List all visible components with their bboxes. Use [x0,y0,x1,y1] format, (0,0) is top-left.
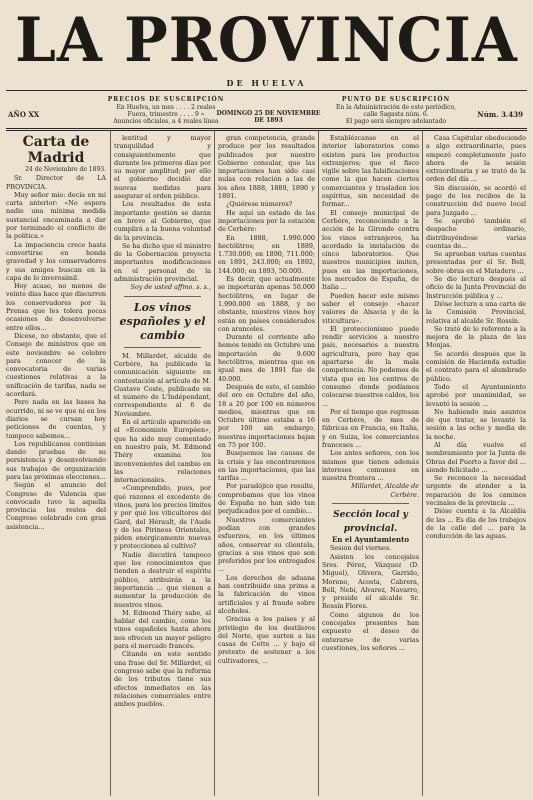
subscription-point [336,104,456,125]
article-paragraph: Durante el corriente año hemos tenido en Octubre una importación de 9.600 hectólitros, mientras que en igual mes de 1891 fue de 40.000. [218,333,315,383]
price-line: Fuera, trimestre . . . . 9 » [127,111,205,118]
point-line: El pago será siempre adelantado [345,118,447,125]
column-3 [218,134,315,665]
article-paragraph: Se trató de lo referente a la mejora de la plaza de las Monjas. [426,324,526,350]
article-paragraph: Los antes señores, con los mismos que tienen además intereses comunes en nuestra frontera ... [322,449,419,483]
article-paragraph: Los derechos de aduana han contribuido una prima a la fabricación de vinos artificiales y al fraude sobre alcoholes. [218,573,315,615]
article-paragraph: Nadie discutirá tampoco que los conocimientos que tienden a destruir el espíritu público, atribuirán a la importancia ... que vienen a aumentar la producción de nuestros vinos. [114,550,211,609]
article-paragraph: Es decir, que actualmente se importarán apenas 50.000 hectólitros, en lugar de 1.990.000 en 1888, y no obstante, nuestros vinos hoy están en países considerados con aranceles. [218,275,315,333]
column-1 [6,134,106,531]
section-divider [124,347,201,348]
article-paragraph: He aquí un estado de las importaciones por la estación de Cerbère: [218,208,315,234]
article-paragraph: No habiendo más asuntos de que tratar, se levantó la sesión a las ocho y media de la noche. [426,407,526,441]
rule-top [6,90,527,91]
article-paragraph: Por paradójico que resulte, comprobamos que los vinos de España no han sido tan perjudicados por el cambio... [218,482,315,516]
article-paragraph: Por el tiempo que regresan en Cerbère, de mes de fábricas en Francia, en Italia, y en Suiza, los comerciantes franceses ... [322,407,419,449]
article-paragraph: «Comprendido, pues, por qué razones el excedente de vinos, para los precios límites y por qué los viticultores del Gard, del Hérault, de l'Aude y de los Pirineos Orientales, piden enérgicamente nuevas y protecciones al cultivo? [114,484,211,551]
article-paragraph: El consejo municipal de Cerbère, reconociendo a la acción de la Gironde contra los vinos extranjeros, ha acordado la instalación de cinco laboratorios. Que nuestros municipios imiten, pues en las importaciones, los mercados de España, de Italia ... [322,208,419,292]
article-title: Carta de Madrid [22,134,90,166]
article-salutation: Sr. Director de LA PROVINCIA. [6,174,106,191]
subscription-point-title: PUNTO DE SUSCRIPCIÓN [341,96,451,103]
article-paragraph: Después de esto, el cambio del oro en Octubre del año, 18 a 20 por 100 en números medios, mientras que en Octubre último estaba a 16 por 100 sin embargo, nuestras importaciones bajan en 75 por 100. [218,382,315,449]
article-paragraph: Se acordó después que la comisión de Hacienda estudie el contrato para el alumbrado público. [426,349,526,383]
article-paragraph: Los republicanos continúan dando pruebas de su persistencia y desenvolviendo sus trabajos de organización para las próximas elecciones... [6,439,106,481]
article-paragraph: Como algunos de los concejales presentes han expuesto el deseo de enterarse de varias cuestiones, los señores ... [322,610,419,652]
subscription-prices-title: PRECIOS DE SUSCRIPCIÓN [107,96,225,103]
article-paragraph: M. Millardet, alcalde de Cerbère, ha publicado la comunicación siguiente en contestación al artículo de M. Gustave Coste, publicado en el número de L'Indépendant, correspondiente al 6 de Noviembre. [114,351,211,418]
price-line: En Huelva, un mes . . . . 2 reales [116,104,216,111]
article-paragraph: En el artículo aparecido en el «Economiste Européen», que ha sido muy comentado en nuestro país, M. Edmond Théry examina los inconvenientes del cambio en las relaciones internacionales. [114,418,211,485]
article-paragraph: El proteccionismo puede rendir servicios a nuestro país, necesarios a nuestra agricultura, pero hay que apartarse de la mala competencia. No podemos de vista que en los centros de consumo donde podíamos colocarse nuestros caldos, los ... [322,324,419,408]
article-paragraph: Dióse lectura a una carta de la Comisión Provincial, relativa al alcalde Sr. Rossín. [426,299,526,325]
article-paragraph: Sesión del viernes. [330,544,392,553]
article-paragraph: Se dio lectura después al oficio de la Junta Provincial de Instrucción pública y ... [426,275,526,300]
article-paragraph: Sin discusión, se acordó el pago de los recibos de la construcción del nuevo local para Juzgado ... [426,183,526,217]
point-line: calle Sagasta núm. 6. [363,111,429,118]
article-paragraph: Casa Capitular obedeciendo a algo extraordinario, pues empezó completamente justo ahora de la sesión extraordinaria y se trató de la orden del día ... [426,134,526,184]
section-divider [124,296,201,297]
article-paragraph: Nuestros comerciantes podían con grandes esfuerzos, en los últimos años, conservar su clientela, gracias a sus vinos que son preferidos por los entregados ... [218,515,315,574]
article-paragraph: Se aprobó también el despacho ordinario, distribuyéndose varias cuentas de... [426,216,526,250]
article-paragraph: Muy señor mío: decía en mi carta anterior: «No espera nadie una mínima medida sustancial encaminada a dar por terminado el conflicto de la política.» [6,190,106,241]
subsection-title: En el Ayuntamiento [331,535,410,545]
column-divider [214,131,215,796]
column-2 [114,134,211,708]
section-title: Los vinos españoles y el cambio [119,300,206,342]
masthead-subtitle: DE HUELVA [226,78,307,88]
article-paragraph: Todo el Ayuntamiento aprobó por unanimidad, se levantó la sesión ... [426,382,526,408]
article-paragraph: M. Edmond Théry sabe, al hablar del cambio, como los vinos españoles hasta ahora nos ofrecen un mayor peligro para el mercado francés. [114,608,211,651]
section-divider [332,503,409,504]
article-paragraph: Dióse cuenta a la Alcaldía de las ... Es día de los trabajos de la calle del ... para la conducción de las aguas. [426,507,526,541]
article-paragraph: Citando en este sentido una frase del Sr. Millardet, el congreso sabe que la reforma de los tributos tiene sus efectos inmediatos en las relaciones comerciales entre ambos pueblos. [114,650,211,709]
issue-number: Núm. 3.439 [477,110,523,119]
article-dateline: 24 de Noviembre de 1893. [25,166,106,173]
article-paragraph: Establézcanse en el interior laboratorios como existen para los productos extranjeros; que el fisco vigile sobre las falsificaciones como la que hacen ciertos comerciantes y trasladen los espíritus, sin necesidad de formar... [322,134,419,209]
column-divider [318,131,319,796]
article-paragraph: Gracias a los países y al privilegio de los destileros del Norte, que surten a las casas de Cette ... y bajo el pretexto de sostener a los cultivadores, ... [218,615,315,665]
column-divider [422,131,423,796]
year-label: AÑO XX [8,110,40,119]
article-paragraph: ¿Quiérese números? [226,200,293,209]
article-paragraph: Según el anuncio del Congreso de Valencia que convocado tuvo la aquella provincia los restos del Congreso celebrado con gran asistencia... [6,481,106,531]
section-title: Sección local y provincial. [333,510,408,535]
rule-below-info-2 [6,130,527,131]
article-paragraph: Al día vuelve el nombramiento por la Junta de Obras del Puerto a favor del ... siendo felicitado ... [426,440,526,474]
article-paragraph: Se reconoce la necesidad urgente de atender a la reparación de los caminos vecinales de la provincia ... [426,474,526,508]
article-paragraph: Hoy acaso, no menos de veinte días hace que discurren los conservadores por la Prensa que les tolera pocas ocasiones de desenvolverse entre ellos... [6,282,106,332]
column-4 [322,134,419,652]
issue-date: DOMINGO 25 DE NOVIEMBRE DE 1893 [216,110,321,124]
price-line: Anuncios oficiales, a 4 reales línea [113,118,219,125]
masthead-title: LA PROVINCIA [15,4,518,76]
article-paragraph: Dícese, no obstante, que el Consejo de ministros que en este noviembre se celebre para conocer de la convocatoria de varias cuestiones relativas a la unificación de tarifas, nada se acordará. [6,331,106,399]
article-paragraph: Pero nada en las bases ha ocurrido, ni se ve que ni en los diarios se cursan hoy peticiones de cuentas, y tampoco sabemos... [6,398,106,440]
point-line: En la Administración de este periódico, [336,104,456,111]
column-5 [426,134,526,541]
article-paragraph: lentitud y mayor tranquilidad y consiguientemente que durante los primeros días por su mayor amplitud; por ello el gobierno decidió dar nuevas medidas para asegurar el orden público. [114,134,211,201]
article-paragraph: gran competencia, grande produce por los resultados publicados por nuestro Gobierno consular, que las importaciones han sido casi nulas con relación a las de los años 1888, 1889, 1890 y 1891. [218,134,315,201]
article-paragraph: La impaciencia crece hasta convertirse en honda gravedad y los conservadores y sus amigos buscan en la capa de lo inverosímil. [6,240,106,282]
article-paragraph: Pueden hacer este mismo saber el consejo «hacer valores de Alsacia y de la viticultura». [322,291,419,325]
article-paragraph: Busquemos las causas de la crisis y las encontraremos en las importaciones, que las tarifas ... [218,449,315,483]
article-paragraph: En 1888, 1.990.000 hectólitros; en 1889, 1.730.000; en 1890, 711.000; en 1891, 243.000; en 1892, 144.000; en 1893, 50.000. [218,233,315,275]
column-divider [110,131,111,796]
newspaper-page [6,6,527,796]
article-paragraph: Se ha dicho que el ministro de la Gobernación proyecta importantes modificaciones en el personal de la administración provincial. [114,241,211,284]
article-closing: Soy de usted affmo. s. s., [130,283,211,292]
info-bar [6,94,527,128]
article-paragraph: Los resultados de esta importante gestión se darán en breve al Gobierno, que cumplirá a la buena voluntad de la provincia. [114,200,211,242]
article-signature: Millardet, Alcalde de Cerbère. [351,482,419,499]
subscription-prices [106,104,226,125]
article-paragraph: Se aprueban varias cuentas presentadas por el Sr. Bell, sobre obras en el Matadero ... [426,250,526,275]
article-paragraph: Asisten los concejales Sres. Pérez, Vázquez (D. Miguel), Olivera, Garrido, Moreno, Acosta, Cabrera, Bell, Nebi, Alvarez, Navarro, y preside el alcalde Sr. Rossín Flores. [322,552,419,611]
rule-below-info [6,128,527,129]
